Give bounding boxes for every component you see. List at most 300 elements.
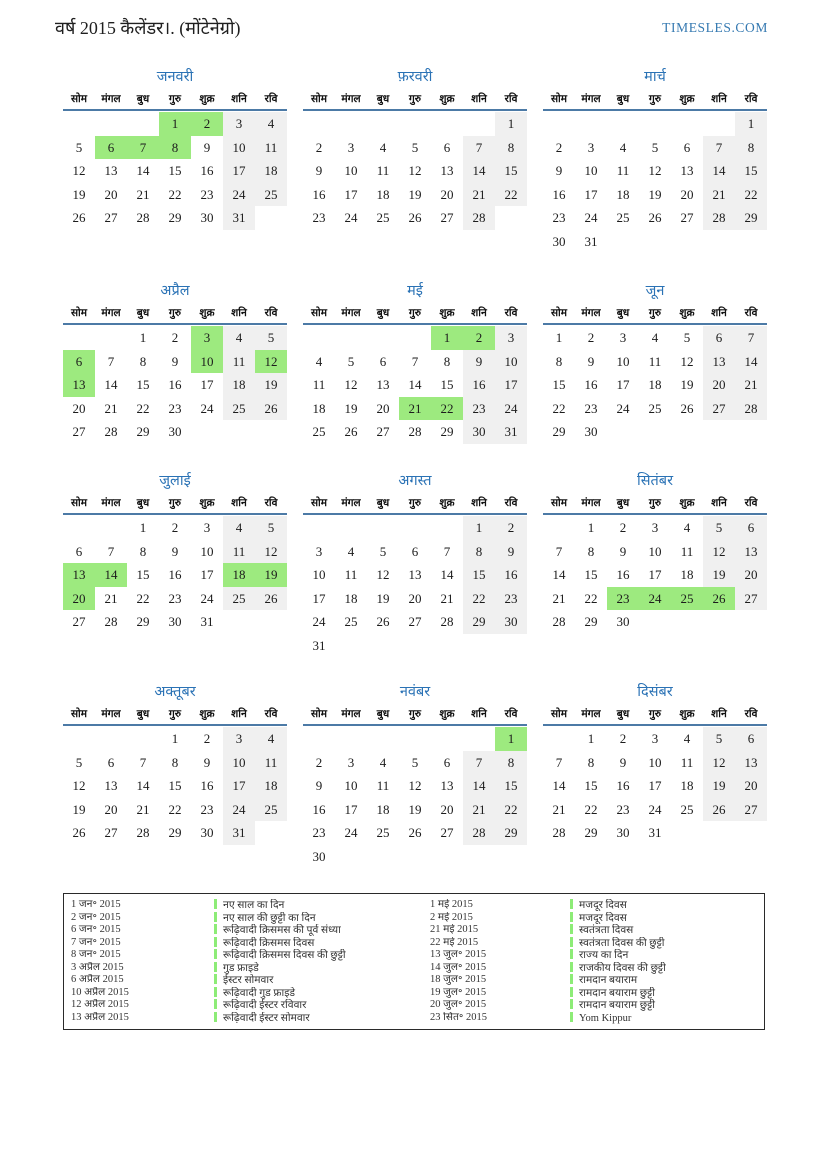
day-header-row (303, 494, 527, 515)
date-cell: 4 (651, 330, 659, 345)
date-cell: 9 (171, 543, 179, 559)
legend-date: 7 जन॰ 2015 (71, 936, 121, 948)
date-cell: 1 (139, 520, 147, 535)
day-header: सोम (310, 308, 328, 319)
legend-holiday-name: स्वतंत्रता दिवस की छुट्टी (570, 937, 764, 950)
legend-date: 1 जन॰ 2015 (71, 899, 121, 910)
empty-cell (431, 516, 463, 540)
day-header: गुरु (408, 498, 422, 509)
date-cell: 11 (223, 540, 255, 564)
date-cell: 7 (107, 543, 115, 559)
day-header: सोम (550, 94, 568, 105)
date-cell: 7 (139, 754, 147, 770)
date-cell: 19 (408, 186, 422, 202)
date-cell: 28 (104, 424, 118, 440)
legend-color-bar (214, 937, 217, 947)
day-header: मंगल (101, 94, 121, 105)
date-cell: 14 (463, 159, 495, 183)
day-header: बुध (136, 498, 150, 509)
legend-holiday-name: रूढ़िवादी ईस्टर रविवार (214, 999, 430, 1012)
date-cell: 26 (72, 210, 86, 226)
day-header: बुध (136, 709, 150, 720)
date-cell: 3 (315, 543, 323, 559)
empty-cell (703, 821, 735, 845)
date-cell: 19 (344, 400, 358, 416)
date-cell: 13 (440, 778, 454, 794)
date-cell: 25 (671, 587, 703, 611)
date-cell: 26 (648, 210, 662, 226)
date-cell: 24 (344, 210, 358, 226)
date-cell: 11 (255, 136, 287, 160)
date-cell: 4 (619, 139, 627, 155)
date-cell: 12 (72, 778, 86, 794)
date-cell: 9 (171, 353, 179, 369)
day-header-row (63, 494, 287, 515)
empty-cell (543, 727, 575, 751)
day-header: गुरु (408, 308, 422, 319)
day-header: सोम (550, 308, 568, 319)
date-cell: 10 (344, 163, 358, 179)
day-header-row (63, 90, 287, 111)
date-cell: 9 (587, 353, 595, 369)
date-cell: 30 (168, 424, 182, 440)
day-header: मंगल (341, 308, 361, 319)
date-cell: 12 (408, 163, 422, 179)
empty-cell (63, 326, 95, 350)
date-cell: 14 (136, 778, 150, 794)
date-cell: 16 (495, 563, 527, 587)
date-cell: 23 (463, 397, 495, 421)
day-header: शनि (471, 308, 487, 319)
date-cell: 13 (104, 778, 118, 794)
empty-cell (335, 326, 367, 350)
date-cell: 15 (495, 159, 527, 183)
date-cell: 7 (127, 136, 159, 160)
date-cell: 1 (495, 727, 527, 751)
date-cell: 23 (168, 400, 182, 416)
date-cell: 11 (312, 377, 326, 393)
legend-holiday-name: गुड फ्राइडे (214, 962, 430, 975)
day-header: गुरु (648, 308, 662, 319)
date-cell: 4 (223, 516, 255, 540)
day-header: बुध (376, 709, 390, 720)
empty-cell (367, 112, 399, 136)
legend-color-bar (570, 1012, 573, 1022)
day-header: सोम (310, 709, 328, 720)
legend-date: 10 अप्रैल 2015 (71, 986, 129, 998)
date-cell: 8 (587, 754, 595, 770)
day-header: सोम (70, 94, 88, 105)
date-cell: 5 (75, 754, 83, 770)
day-header: सोम (70, 498, 88, 509)
empty-cell (367, 845, 399, 869)
month-weeks (63, 325, 287, 444)
month-block-5 (303, 278, 527, 468)
empty-cell (607, 230, 639, 254)
day-header: गुरु (648, 94, 662, 105)
date-cell: 6 (107, 754, 115, 770)
month-title: दिसंबर (637, 684, 673, 700)
date-cell: 21 (463, 183, 495, 207)
date-cell: 10 (312, 567, 326, 583)
date-cell: 19 (648, 186, 662, 202)
empty-cell (367, 516, 399, 540)
legend-color-bar (214, 999, 217, 1009)
day-header-row (543, 304, 767, 325)
day-header: सोम (70, 308, 88, 319)
date-cell: 25 (312, 424, 326, 440)
date-cell: 11 (680, 543, 694, 559)
date-cell: 11 (648, 353, 662, 369)
empty-cell (223, 420, 255, 444)
legend-color-bar (214, 1012, 217, 1022)
date-cell: 20 (63, 587, 95, 611)
date-cell: 14 (136, 163, 150, 179)
date-cell: 22 (168, 801, 182, 817)
empty-cell (639, 420, 671, 444)
date-cell: 6 (443, 754, 451, 770)
date-cell: 16 (200, 778, 214, 794)
date-cell: 8 (463, 540, 495, 564)
date-cell: 21 (552, 590, 566, 606)
date-cell: 5 (75, 139, 83, 155)
empty-cell (127, 727, 159, 751)
date-cell: 19 (703, 563, 735, 587)
date-cell: 17 (223, 774, 255, 798)
date-cell: 23 (607, 587, 639, 611)
date-cell: 9 (315, 778, 323, 794)
date-cell: 7 (411, 353, 419, 369)
date-cell: 21 (104, 400, 118, 416)
date-cell: 8 (495, 136, 527, 160)
legend-color-bar (214, 899, 217, 909)
date-cell: 30 (584, 424, 598, 440)
date-cell: 23 (552, 210, 566, 226)
empty-cell (607, 420, 639, 444)
date-cell: 11 (376, 163, 390, 179)
date-cell: 18 (255, 159, 287, 183)
empty-cell (703, 420, 735, 444)
date-cell: 25 (616, 210, 630, 226)
month-block-12 (543, 679, 767, 892)
empty-cell (127, 112, 159, 136)
date-cell: 15 (735, 159, 767, 183)
day-header-row (303, 705, 527, 726)
date-cell: 16 (312, 801, 326, 817)
empty-cell (255, 206, 287, 230)
day-header-row (63, 304, 287, 325)
date-cell: 15 (552, 377, 566, 393)
date-cell: 26 (408, 825, 422, 841)
date-cell: 19 (255, 373, 287, 397)
date-cell: 19 (680, 377, 694, 393)
date-cell: 6 (443, 139, 451, 155)
date-cell: 10 (495, 350, 527, 374)
date-cell: 4 (347, 543, 355, 559)
day-header: मंगल (341, 498, 361, 509)
date-cell: 25 (680, 801, 694, 817)
date-cell: 13 (735, 751, 767, 775)
legend-holiday-name: रामदान बयाराम (570, 974, 764, 987)
date-cell: 14 (463, 774, 495, 798)
day-header: बुध (616, 94, 630, 105)
day-header: रवि (504, 308, 518, 319)
day-header: बुध (376, 498, 390, 509)
empty-cell (399, 845, 431, 869)
date-cell: 18 (312, 400, 326, 416)
day-header: सोम (310, 94, 328, 105)
date-cell: 12 (255, 540, 287, 564)
date-cell: 13 (703, 350, 735, 374)
date-cell: 2 (191, 112, 223, 136)
empty-cell (303, 112, 335, 136)
month-weeks (303, 111, 527, 230)
date-cell: 16 (616, 778, 630, 794)
day-header: शुक्र (439, 709, 455, 720)
date-cell: 4 (683, 731, 691, 746)
empty-cell (703, 230, 735, 254)
date-cell: 26 (703, 587, 735, 611)
date-cell: 31 (223, 821, 255, 845)
legend-holiday-name: रूढ़िवादी क्रिसमस दिवस की छुट्टी (214, 949, 430, 962)
date-cell: 7 (443, 543, 451, 559)
empty-cell (335, 634, 367, 658)
empty-cell (303, 516, 335, 540)
day-header: गुरु (648, 498, 662, 509)
date-cell: 21 (552, 801, 566, 817)
day-header: बुध (376, 308, 390, 319)
date-cell: 30 (312, 848, 326, 864)
empty-cell (399, 516, 431, 540)
day-header: बुध (136, 308, 150, 319)
date-cell: 15 (136, 377, 150, 393)
day-header: सोम (550, 709, 568, 720)
legend-holiday-name: Yom Kippur (570, 1012, 764, 1025)
empty-cell (735, 610, 767, 634)
date-cell: 2 (495, 516, 527, 540)
empty-cell (495, 634, 527, 658)
date-cell: 17 (648, 778, 662, 794)
day-header: शुक्र (199, 498, 215, 509)
date-cell: 10 (191, 350, 223, 374)
date-cell: 20 (735, 774, 767, 798)
legend-date: 8 जन॰ 2015 (71, 949, 121, 960)
date-cell: 25 (648, 400, 662, 416)
date-cell: 22 (735, 183, 767, 207)
day-header: रवि (504, 94, 518, 105)
date-cell: 23 (495, 587, 527, 611)
date-cell: 4 (379, 754, 387, 770)
day-header: मंगल (101, 709, 121, 720)
date-cell: 14 (552, 567, 566, 583)
empty-cell (639, 610, 671, 634)
empty-cell (463, 112, 495, 136)
legend-date: 13 अप्रैल 2015 (71, 1011, 129, 1023)
empty-cell (255, 420, 287, 444)
date-cell: 14 (95, 563, 127, 587)
date-cell: 2 (587, 330, 595, 345)
date-cell: 14 (735, 350, 767, 374)
date-cell: 14 (552, 778, 566, 794)
date-cell: 10 (344, 778, 358, 794)
date-cell: 27 (703, 397, 735, 421)
date-cell: 23 (168, 590, 182, 606)
date-cell: 13 (63, 563, 95, 587)
date-cell: 22 (495, 183, 527, 207)
date-cell: 9 (203, 139, 211, 155)
date-cell: 2 (463, 326, 495, 350)
date-cell: 6 (75, 543, 83, 559)
legend-color-bar (214, 924, 217, 934)
date-cell: 4 (255, 727, 287, 751)
date-cell: 21 (104, 590, 118, 606)
date-cell: 7 (555, 543, 563, 559)
day-header: शनि (711, 498, 727, 509)
legend-date: 12 अप्रैल 2015 (71, 999, 129, 1010)
date-cell: 31 (495, 420, 527, 444)
date-cell: 24 (344, 825, 358, 841)
date-cell: 22 (168, 186, 182, 202)
day-header: मंगल (341, 709, 361, 720)
date-cell: 22 (584, 590, 598, 606)
empty-cell (671, 230, 703, 254)
legend-color-bar (214, 912, 217, 922)
date-cell: 30 (616, 614, 630, 630)
date-cell: 29 (584, 614, 598, 630)
date-cell: 5 (683, 330, 691, 345)
date-cell: 21 (703, 183, 735, 207)
day-header: सोम (310, 498, 328, 509)
day-header: गुरु (168, 308, 182, 319)
day-header: सोम (550, 498, 568, 509)
date-cell: 19 (703, 774, 735, 798)
empty-cell (671, 821, 703, 845)
empty-cell (303, 727, 335, 751)
date-cell: 20 (376, 400, 390, 416)
date-cell: 30 (200, 825, 214, 841)
legend-holiday-name: राज्य का दिन (570, 949, 764, 962)
date-cell: 8 (139, 543, 147, 559)
date-cell: 1 (735, 112, 767, 136)
date-cell: 21 (735, 373, 767, 397)
date-cell: 24 (639, 587, 671, 611)
legend-color-bar (570, 999, 573, 1009)
date-cell: 18 (616, 186, 630, 202)
date-cell: 28 (440, 614, 454, 630)
date-cell: 23 (200, 186, 214, 202)
date-cell: 21 (136, 186, 150, 202)
date-cell: 3 (619, 330, 627, 345)
legend-color-bar (570, 924, 573, 934)
date-cell: 28 (552, 614, 566, 630)
date-cell: 31 (312, 637, 326, 653)
date-cell: 2 (171, 330, 179, 345)
date-cell: 2 (315, 139, 323, 155)
legend-holiday-name: स्वतंत्रता दिवस (570, 924, 764, 937)
date-cell: 7 (107, 353, 115, 369)
legend-grid (71, 899, 764, 1024)
date-cell: 3 (203, 520, 211, 535)
date-cell: 30 (168, 614, 182, 630)
date-cell: 27 (72, 614, 86, 630)
month-weeks (543, 515, 767, 634)
date-cell: 24 (223, 183, 255, 207)
date-cell: 17 (223, 159, 255, 183)
empty-cell (335, 516, 367, 540)
legend-holiday-name: मजदूर दिवस (570, 912, 764, 925)
date-cell: 12 (680, 353, 694, 369)
month-block-7 (63, 468, 287, 679)
date-cell: 5 (651, 139, 659, 155)
legend-holiday-name: रामदान बयाराम छुट्टी (570, 999, 764, 1012)
date-cell: 22 (136, 590, 150, 606)
legend-color-bar (214, 949, 217, 959)
empty-cell (63, 112, 95, 136)
date-cell: 16 (616, 567, 630, 583)
date-cell: 20 (680, 186, 694, 202)
date-cell: 24 (495, 397, 527, 421)
month-block-6 (543, 278, 767, 468)
empty-cell (399, 326, 431, 350)
date-cell: 16 (552, 186, 566, 202)
date-cell: 28 (735, 397, 767, 421)
date-cell: 28 (136, 825, 150, 841)
day-header-row (303, 304, 527, 325)
date-cell: 18 (255, 774, 287, 798)
date-cell: 7 (703, 136, 735, 160)
empty-cell (671, 610, 703, 634)
date-cell: 12 (72, 163, 86, 179)
date-cell: 12 (703, 540, 735, 564)
date-cell: 11 (680, 754, 694, 770)
site-link[interactable]: TIMESLES.COM (662, 20, 768, 35)
date-cell: 31 (200, 614, 214, 630)
legend-date: 1 मई 2015 (430, 899, 473, 910)
date-cell: 14 (408, 377, 422, 393)
day-header: शुक्र (679, 498, 695, 509)
date-cell: 25 (376, 210, 390, 226)
day-header: शुक्र (439, 498, 455, 509)
month-weeks (303, 726, 527, 869)
legend-color-bar (570, 962, 573, 972)
legend-color-bar (214, 987, 217, 997)
date-cell: 29 (168, 210, 182, 226)
date-cell: 26 (703, 798, 735, 822)
legend-date: 19 जुल॰ 2015 (430, 986, 487, 998)
date-cell: 27 (104, 825, 118, 841)
date-cell: 30 (495, 610, 527, 634)
empty-cell (303, 326, 335, 350)
legend-date: 2 मई 2015 (430, 911, 473, 923)
date-cell: 22 (136, 400, 150, 416)
empty-cell (63, 727, 95, 751)
date-cell: 9 (463, 350, 495, 374)
day-header: शनि (231, 709, 247, 720)
date-cell: 11 (344, 567, 358, 583)
month-weeks (63, 726, 287, 845)
date-cell: 2 (619, 731, 627, 746)
date-cell: 12 (408, 778, 422, 794)
day-header: मंगल (581, 308, 601, 319)
date-cell: 12 (648, 163, 662, 179)
date-cell: 27 (680, 210, 694, 226)
date-cell: 24 (200, 590, 214, 606)
date-cell: 3 (223, 727, 255, 751)
date-cell: 30 (616, 825, 630, 841)
month-block-3 (543, 64, 767, 278)
date-cell: 13 (376, 377, 390, 393)
date-cell: 11 (376, 778, 390, 794)
